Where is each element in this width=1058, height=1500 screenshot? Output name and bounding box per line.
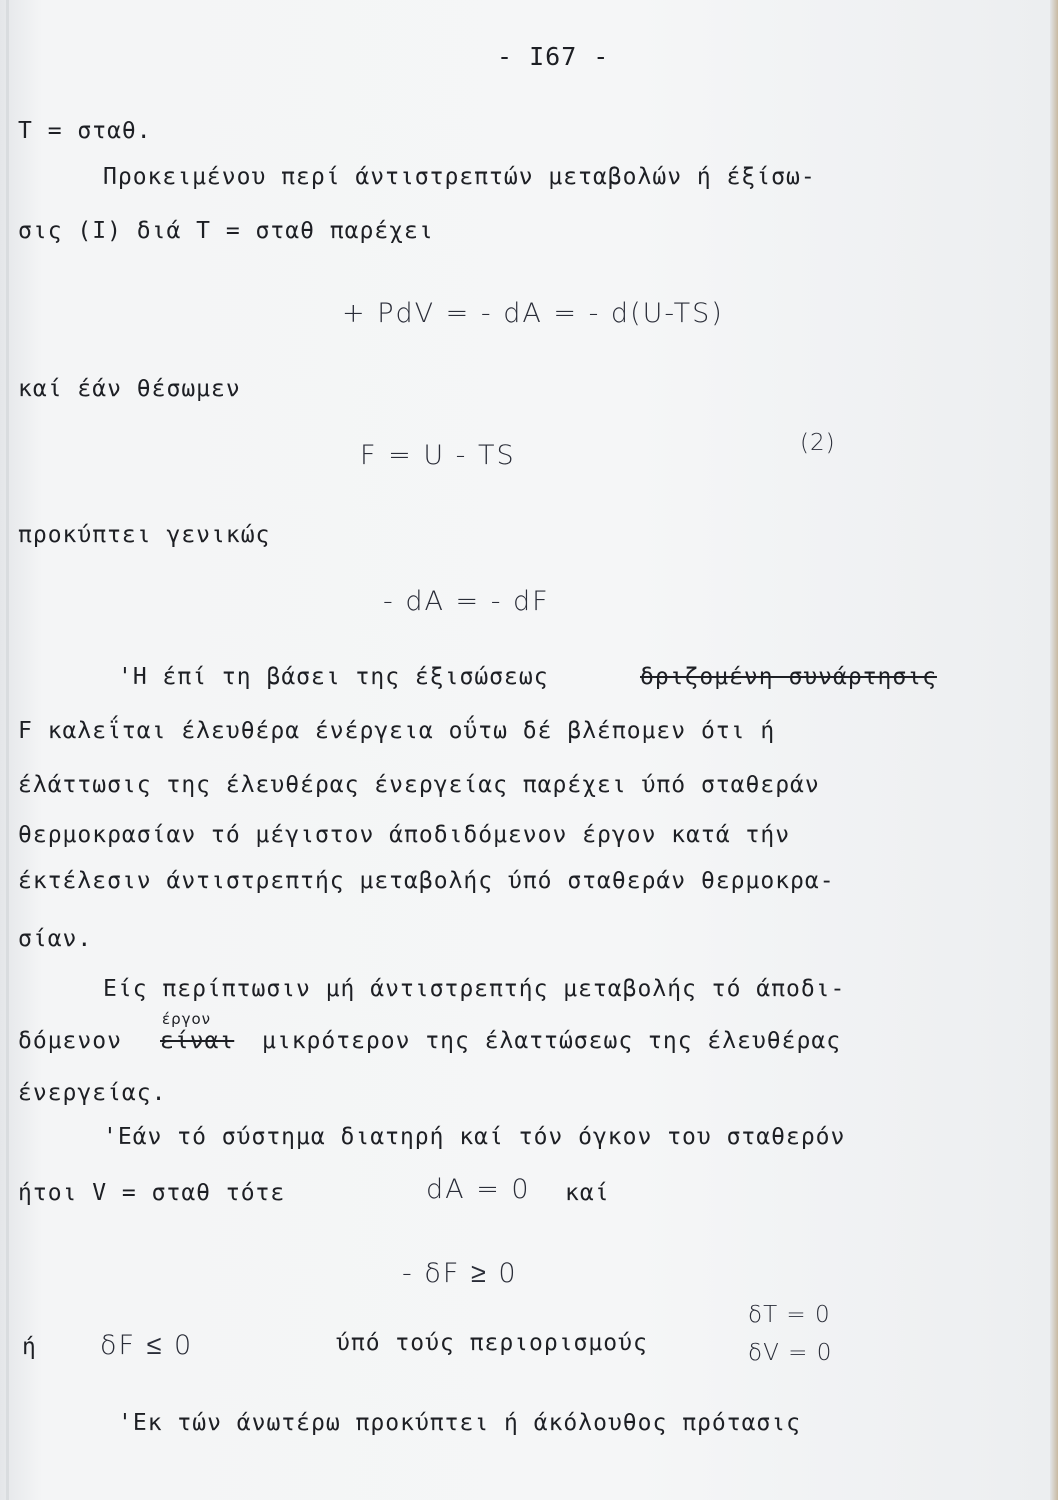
binding-edge: [6, 0, 9, 1500]
constraint: δV = 0: [748, 1340, 833, 1366]
equation: F = U - TS: [360, 440, 516, 471]
struck-word: είναι: [160, 1028, 235, 1054]
text-line: Είς περίπτωσιν μή άντιστρεπτής μεταβολής τό άποδι-: [103, 976, 846, 1002]
text-line: ένεργείας.: [18, 1080, 167, 1106]
page-number: - I67 -: [497, 42, 610, 71]
equation-number: (2): [800, 430, 836, 456]
text-line: έλάττωσις της έλευθέρας ένεργείας παρέχει ύπό σταθεράν: [18, 772, 820, 798]
text-line: έκτέλεσιν άντιστρεπτής μεταβολής ύπό σταθεράν θερμοκρα-: [18, 868, 835, 894]
text-line: F καλεΐται έλευθέρα ένέργεια οΰτω δέ βλέπομεν ότι ή: [18, 718, 776, 744]
inserted-word: έργον: [162, 1010, 212, 1028]
text-line: θερμοκρασίαν τό μέγιστον άποδιδόμενον έργον κατά τήν: [18, 822, 791, 848]
text-line: 'Η έπί τη βάσει της έξισώσεως: [118, 664, 549, 690]
text-line: δόμενον: [18, 1028, 122, 1054]
text-line: καί: [565, 1180, 610, 1206]
page-edge: [1050, 0, 1058, 1500]
text-line: προκύπτει γενικώς: [18, 522, 271, 548]
constraint: δT = 0: [748, 1302, 831, 1328]
text-line: 'Εκ τών άνωτέρω προκύπτει ή άκόλουθος πρότασις: [118, 1410, 801, 1436]
text-line: T = σταθ.: [18, 118, 152, 144]
text-line: καί έάν θέσωμεν: [18, 376, 241, 402]
equation: - dA = - dF: [383, 586, 550, 617]
equation: - δF ≥ 0: [402, 1258, 518, 1289]
text-line: ή: [22, 1334, 37, 1360]
text-line: σίαν.: [18, 926, 93, 952]
text-line: ύπό τούς περιορισμούς: [336, 1330, 648, 1356]
text-line: δριζομένη συνάρτησις: [640, 664, 937, 690]
text-line: μικρότερον της έλαττώσεως της έλευθέρας: [262, 1028, 842, 1054]
equation: dA = 0: [426, 1174, 531, 1205]
equation: δF ≤ 0: [100, 1330, 194, 1361]
text-line: 'Εάν τό σύστημα διατηρή καί τόν όγκον του σταθερόν: [103, 1124, 846, 1150]
text-line: σις (Ι) διά T = σταθ παρέχει: [18, 218, 434, 244]
text-line: ήτοι V = σταθ τότε: [18, 1180, 286, 1206]
text-line: Προκειμένου περί άντιστρεπτών μεταβολών ή έξίσω-: [103, 164, 816, 190]
equation: + PdV = - dA = - d(U-TS): [342, 298, 724, 329]
